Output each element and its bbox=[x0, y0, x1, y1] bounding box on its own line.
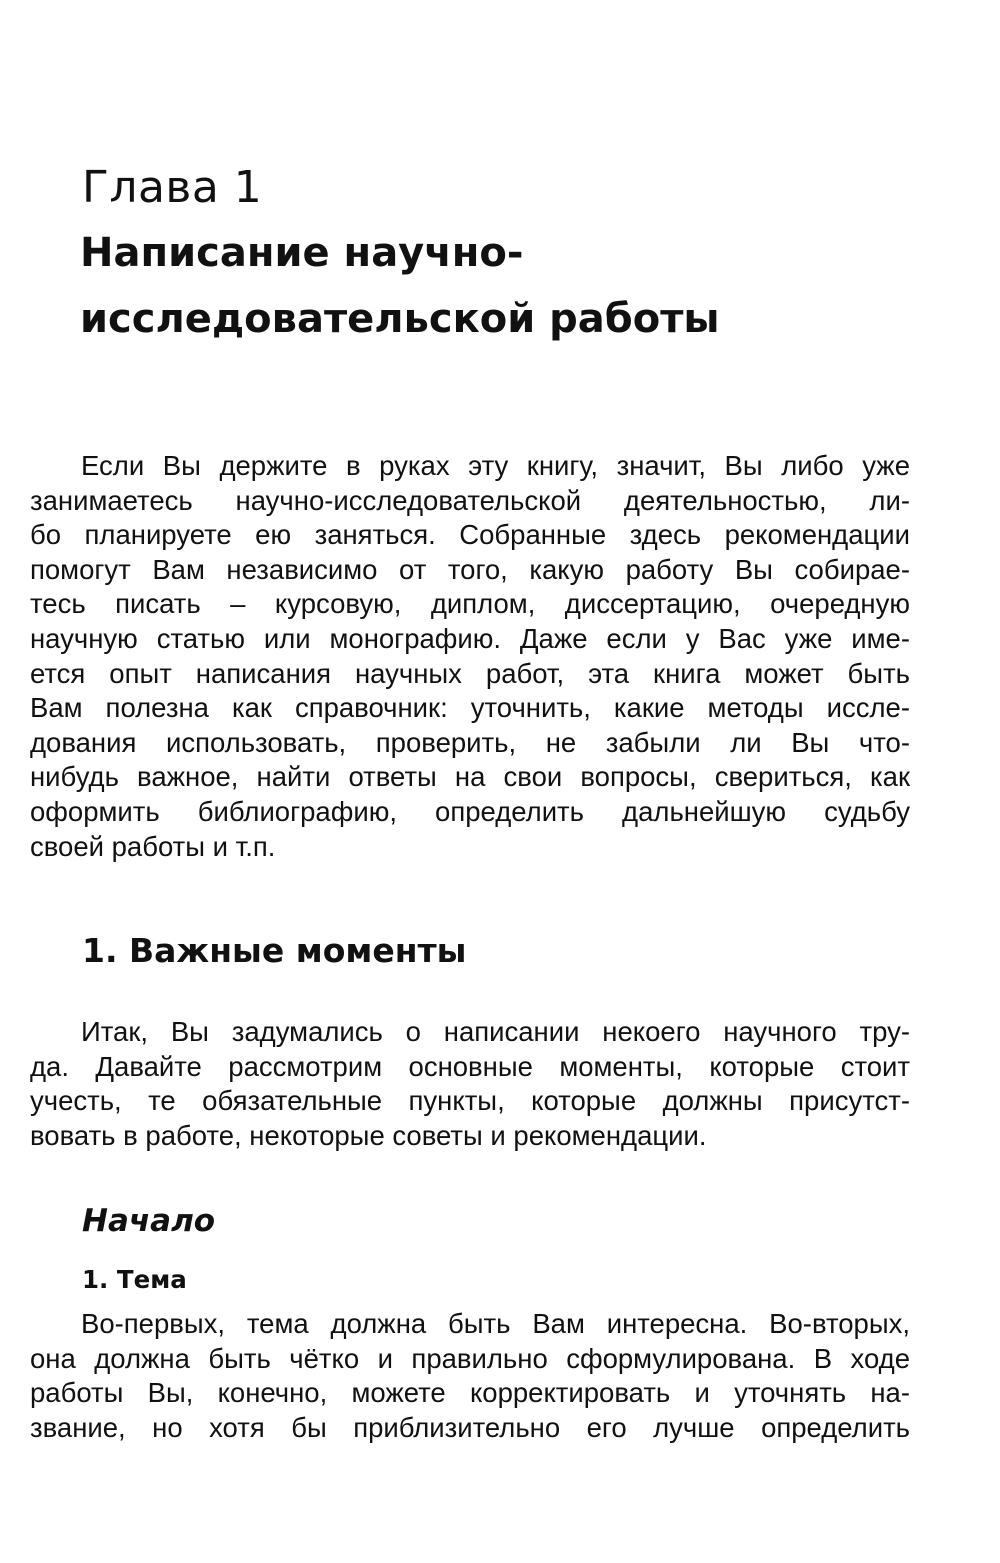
text-line: работы Вы, конечно, можете корректировать и уточнять на- bbox=[30, 1377, 910, 1409]
text-line: нибудь важное, найти ответы на свои вопросы, свериться, как bbox=[30, 761, 910, 793]
item-paragraph bbox=[30, 1307, 910, 1445]
text-line: Итак, Вы задумались о написании некоего научного тру- bbox=[81, 1016, 910, 1047]
text-line: дования использовать, проверить, не забыли ли Вы что- bbox=[30, 726, 910, 758]
section-heading: 1. Важные моменты bbox=[82, 931, 467, 970]
text-line: Вам полезна как справочник: уточнить, какие методы иссле- bbox=[30, 692, 910, 724]
text-line: вовать в работе, некоторые советы и рекомендации. bbox=[30, 1119, 707, 1151]
text-line: научную статью или монографию. Даже если у Вас уже име- bbox=[30, 622, 910, 654]
item-heading: 1. Тема bbox=[82, 1265, 187, 1294]
text-line: занимаетесь научно-исследовательской деятельностью, ли- bbox=[30, 484, 910, 516]
text-line: учесть, те обязательные пункты, которые должны присутст- bbox=[30, 1085, 910, 1117]
chapter-title-line: Написание научно- bbox=[80, 230, 524, 276]
text-line: своей работы и т.п. bbox=[30, 830, 276, 862]
text-line: она должна быть чётко и правильно сформулирована. В ходе bbox=[30, 1342, 910, 1374]
text-line: да. Давайте рассмотрим основные моменты, которые стоит bbox=[30, 1050, 910, 1082]
subsection-heading: Начало bbox=[82, 1203, 216, 1239]
text-line: тесь писать – курсовую, диплом, диссертацию, очередную bbox=[30, 588, 910, 620]
chapter-title bbox=[80, 220, 920, 352]
text-line: звание, но хотя бы приблизительно его лучше определить bbox=[30, 1411, 910, 1443]
text-line: бо планируете ею заняться. Собранные здесь рекомендации bbox=[30, 519, 910, 551]
text-line: ется опыт написания научных работ, эта книга может быть bbox=[30, 657, 910, 689]
chapter-label: Глава 1 bbox=[82, 162, 263, 213]
intro-paragraph bbox=[30, 449, 910, 864]
text-line: оформить библиографию, определить дальнейшую судьбу bbox=[30, 795, 910, 827]
section-paragraph bbox=[30, 1015, 910, 1153]
text-line: помогут Вам независимо от того, какую работу Вы собирае- bbox=[30, 553, 910, 585]
text-line: Во-первых, тема должна быть Вам интересна. Во-вторых, bbox=[81, 1308, 910, 1339]
chapter-title-line: исследовательской работы bbox=[80, 296, 720, 342]
text-line: Если Вы держите в руках эту книгу, значит, Вы либо уже bbox=[81, 450, 910, 481]
